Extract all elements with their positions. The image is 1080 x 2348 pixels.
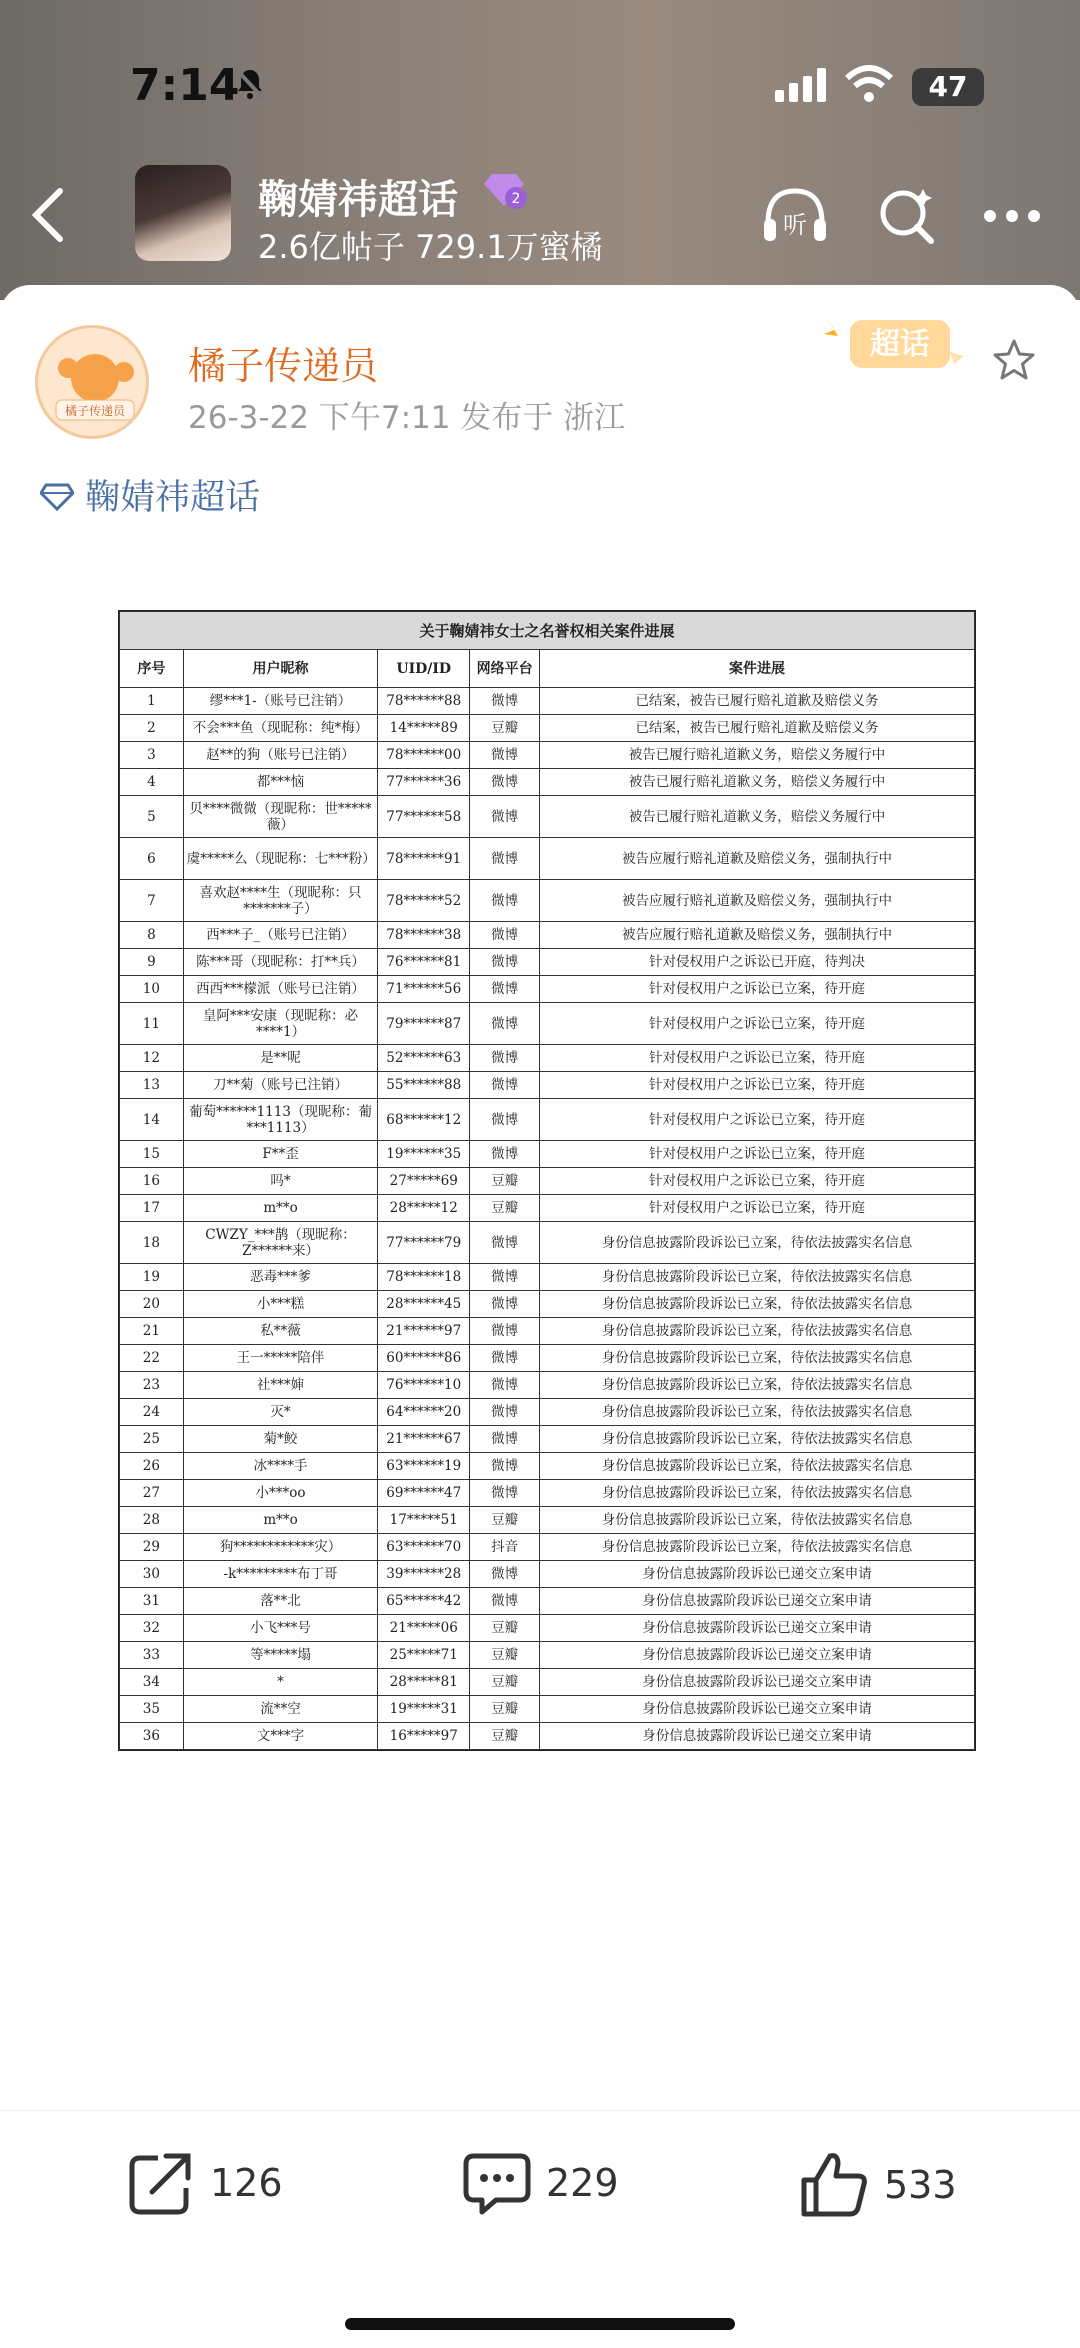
cell-progress: 被告应履行赔礼道歉及赔偿义务，强制执行中 [539,880,974,922]
cell-nickname: F**歪 [183,1141,377,1168]
thumbs-up-icon [800,2150,870,2220]
cell-nickname: 贝****微微（现昵称：世*****薇） [183,796,377,838]
cell-platform: 微博 [470,922,540,949]
cell-nickname: 葡萄******1113（现昵称：葡***1113） [183,1099,377,1141]
cell-platform: 抖音 [470,1534,540,1561]
cell-platform: 微博 [470,1480,540,1507]
cell-progress: 被告应履行赔礼道歉及赔偿义务，强制执行中 [539,922,974,949]
cell-platform: 豆瓣 [470,1696,540,1723]
cell-uid: 77******79 [378,1222,470,1264]
cell-platform: 豆瓣 [470,1669,540,1696]
cell-progress: 针对侵权用户之诉讼已立案，待开庭 [539,1003,974,1045]
cell-index: 31 [120,1588,184,1615]
cell-platform: 微博 [470,1588,540,1615]
table-row [120,838,975,880]
supertopic-tag-badge [820,312,970,374]
document-title: 关于鞠婧祎女士之名誉权相关案件进展 [120,612,975,650]
table-row [120,1045,975,1072]
cell-progress: 被告已履行赔礼道歉义务，赔偿义务履行中 [539,742,974,769]
cell-progress: 身份信息披露阶段诉讼已立案，待依法披露实名信息 [539,1372,974,1399]
cell-uid: 78******88 [378,688,470,715]
cell-nickname: 小飞***号 [183,1615,377,1642]
cell-nickname: 等*****塌 [183,1642,377,1669]
table-row [120,1195,975,1222]
cell-index: 23 [120,1372,184,1399]
table-row [120,1264,975,1291]
cell-uid: 78******52 [378,880,470,922]
cell-uid: 63******70 [378,1534,470,1561]
cell-uid: 28*****81 [378,1669,470,1696]
comment-icon [462,2150,532,2216]
cell-uid: 25*****71 [378,1642,470,1669]
cell-platform: 微博 [470,1141,540,1168]
cell-nickname: 社***婶 [183,1372,377,1399]
cell-progress: 针对侵权用户之诉讼已立案，待开庭 [539,1099,974,1141]
comment-button[interactable] [462,2150,619,2216]
cell-progress: 针对侵权用户之诉讼已开庭，待判决 [539,949,974,976]
cell-uid: 76******10 [378,1372,470,1399]
cell-uid: 78******00 [378,742,470,769]
cell-platform: 微博 [470,1426,540,1453]
cell-uid: 14*****89 [378,715,470,742]
cell-platform: 微博 [470,1099,540,1141]
cell-nickname: 落**北 [183,1588,377,1615]
cell-progress: 针对侵权用户之诉讼已立案，待开庭 [539,1141,974,1168]
cell-uid: 21******67 [378,1426,470,1453]
cell-index: 25 [120,1426,184,1453]
cell-uid: 71******56 [378,976,470,1003]
cell-platform: 微博 [470,1561,540,1588]
table-row [120,1168,975,1195]
share-button[interactable] [128,2150,283,2216]
cell-nickname: 冰****手 [183,1453,377,1480]
table-row [120,1291,975,1318]
cell-index: 8 [120,922,184,949]
status-time: 7:14 [130,60,240,111]
table-row [120,1399,975,1426]
cell-nickname: 吗* [183,1168,377,1195]
cell-platform: 豆瓣 [470,1507,540,1534]
author-name[interactable]: 橘子传递员 [188,344,379,388]
cell-uid: 19******35 [378,1141,470,1168]
table-row [120,1003,975,1045]
cell-index: 29 [120,1534,184,1561]
cell-platform: 豆瓣 [470,1723,540,1750]
supertopic-avatar[interactable] [135,165,231,261]
cell-index: 32 [120,1615,184,1642]
cell-platform: 豆瓣 [470,1642,540,1669]
cell-index: 35 [120,1696,184,1723]
cell-uid: 69******47 [378,1480,470,1507]
share-count: 126 [210,2161,283,2205]
table-row [120,976,975,1003]
cell-uid: 65******42 [378,1588,470,1615]
cell-index: 27 [120,1480,184,1507]
table-row [120,1669,975,1696]
cell-index: 17 [120,1195,184,1222]
cell-platform: 微博 [470,1318,540,1345]
cell-progress: 被告应履行赔礼道歉及赔偿义务，强制执行中 [539,838,974,880]
cell-nickname: 灭* [183,1399,377,1426]
cell-nickname: CWZY_***鹊（现昵称：Z******来） [183,1222,377,1264]
cell-platform: 微博 [470,688,540,715]
cell-progress: 身份信息披露阶段诉讼已递交立案申请 [539,1669,974,1696]
column-header-progress: 案件进展 [539,650,974,688]
table-row [120,1696,975,1723]
cell-platform: 微博 [470,1399,540,1426]
column-header-platform: 网络平台 [470,650,540,688]
cell-progress: 针对侵权用户之诉讼已立案，待开庭 [539,1195,974,1222]
cell-index: 30 [120,1561,184,1588]
cell-index: 14 [120,1099,184,1141]
cell-nickname: 虞*****么（现昵称：七***粉） [183,838,377,880]
cell-uid: 28*****12 [378,1195,470,1222]
cellular-signal-icon [775,68,829,102]
avatar-label: 橘子传递员 [64,404,126,418]
cell-platform: 微博 [470,976,540,1003]
level-gem-icon [482,170,528,210]
table-row [120,1588,975,1615]
cell-progress: 身份信息披露阶段诉讼已立案，待依法披露实名信息 [539,1534,974,1561]
cell-uid: 21*****06 [378,1615,470,1642]
cell-platform: 微博 [470,949,540,976]
cell-index: 18 [120,1222,184,1264]
cell-uid: 39******28 [378,1561,470,1588]
table-row [120,1453,975,1480]
table-row [120,742,975,769]
table-row [120,880,975,922]
cell-uid: 76******81 [378,949,470,976]
case-progress-document[interactable] [118,610,976,1751]
cell-index: 3 [120,742,184,769]
cell-nickname: 流**空 [183,1696,377,1723]
cell-platform: 豆瓣 [470,1195,540,1222]
cell-index: 10 [120,976,184,1003]
cell-progress: 身份信息披露阶段诉讼已递交立案申请 [539,1696,974,1723]
cell-progress: 身份信息披露阶段诉讼已递交立案申请 [539,1723,974,1750]
table-row [120,1534,975,1561]
cell-platform: 微博 [470,769,540,796]
cell-nickname: * [183,1669,377,1696]
cell-progress: 针对侵权用户之诉讼已立案，待开庭 [539,1072,974,1099]
post-meta: 26-3-22 下午7:11 发布于 浙江 [188,400,626,436]
cell-progress: 针对侵权用户之诉讼已立案，待开庭 [539,1045,974,1072]
cell-nickname: m**o [183,1195,377,1222]
cell-nickname: 狗************灾） [183,1534,377,1561]
like-count: 533 [884,2163,957,2207]
cell-index: 9 [120,949,184,976]
cell-uid: 21******97 [378,1318,470,1345]
cell-uid: 55******88 [378,1072,470,1099]
cell-index: 21 [120,1318,184,1345]
cell-index: 2 [120,715,184,742]
supertopic-stats: 2.6亿帖子 729.1万蜜橘 [258,228,603,266]
cell-progress: 针对侵权用户之诉讼已立案，待开庭 [539,1168,974,1195]
cell-index: 28 [120,1507,184,1534]
supertopic-title: 鞠婧祎超话 [258,177,458,223]
cell-progress: 身份信息披露阶段诉讼已立案，待依法披露实名信息 [539,1453,974,1480]
topic-link[interactable] [40,470,260,520]
table-row [120,1345,975,1372]
cell-index: 6 [120,838,184,880]
cell-platform: 微博 [470,838,540,880]
cell-index: 12 [120,1045,184,1072]
cell-nickname: 缪***1-（账号已注销） [183,688,377,715]
table-row [120,1723,975,1750]
table-row [120,796,975,838]
cell-uid: 68******12 [378,1099,470,1141]
share-icon [128,2150,196,2216]
cell-progress: 身份信息披露阶段诉讼已立案，待依法披露实名信息 [539,1480,974,1507]
cell-nickname: m**o [183,1507,377,1534]
cell-platform: 微博 [470,1045,540,1072]
cell-uid: 27*****69 [378,1168,470,1195]
cell-nickname: 不会***鱼（现昵称：纯*梅） [183,715,377,742]
cell-platform: 豆瓣 [470,715,540,742]
cell-uid: 16*****97 [378,1723,470,1750]
cell-progress: 身份信息披露阶段诉讼已立案，待依法披露实名信息 [539,1426,974,1453]
table-row [120,922,975,949]
silent-bell-icon [232,66,268,102]
search-icon[interactable] [875,185,939,247]
cell-index: 16 [120,1168,184,1195]
cell-uid: 63******19 [378,1453,470,1480]
tag-text: 超话 [870,327,930,362]
cell-index: 24 [120,1399,184,1426]
table-row [120,1507,975,1534]
table-row [120,1480,975,1507]
cell-platform: 微博 [470,1003,540,1045]
table-row [120,1561,975,1588]
more-options-icon[interactable] [982,208,1042,224]
level-number: 2 [511,191,521,207]
cell-nickname: 喜欢赵****生（现昵称：只*******子） [183,880,377,922]
cell-index: 5 [120,796,184,838]
table-row [120,1642,975,1669]
table-row [120,1099,975,1141]
cell-nickname: 菊*鲛 [183,1426,377,1453]
cell-progress: 身份信息披露阶段诉讼已立案，待依法披露实名信息 [539,1264,974,1291]
topic-link-text: 鞠婧祎超话 [85,478,261,518]
table-row [120,1072,975,1099]
cell-progress: 身份信息披露阶段诉讼已立案，待依法披露实名信息 [539,1399,974,1426]
table-row [120,1426,975,1453]
cell-nickname: 恶毒***爹 [183,1264,377,1291]
cell-platform: 豆瓣 [470,1168,540,1195]
cell-uid: 60******86 [378,1345,470,1372]
cell-progress: 针对侵权用户之诉讼已立案，待开庭 [539,976,974,1003]
cell-platform: 微博 [470,1222,540,1264]
table-row [120,1318,975,1345]
cell-progress: 身份信息披露阶段诉讼已递交立案申请 [539,1615,974,1642]
cell-progress: 身份信息披露阶段诉讼已递交立案申请 [539,1642,974,1669]
cell-nickname: 西***子_（账号已注销） [183,922,377,949]
cell-platform: 微博 [470,880,540,922]
cell-progress: 身份信息披露阶段诉讼已递交立案申请 [539,1561,974,1588]
cell-progress: 被告已履行赔礼道歉义务，赔偿义务履行中 [539,769,974,796]
cell-nickname: 刀**菊（账号已注销） [183,1072,377,1099]
cell-platform: 微博 [470,796,540,838]
cell-nickname: 小***糕 [183,1291,377,1318]
cell-index: 1 [120,688,184,715]
cell-uid: 19*****31 [378,1696,470,1723]
cell-uid: 52******63 [378,1045,470,1072]
cell-progress: 身份信息披露阶段诉讼已递交立案申请 [539,1588,974,1615]
favorite-star-icon[interactable] [992,338,1036,382]
cell-index: 13 [120,1072,184,1099]
table-row [120,1615,975,1642]
table-row [120,688,975,715]
like-button[interactable] [800,2150,957,2220]
cell-uid: 78******18 [378,1264,470,1291]
table-row [120,769,975,796]
cell-progress: 身份信息披露阶段诉讼已立案，待依法披露实名信息 [539,1318,974,1345]
cell-platform: 微博 [470,1264,540,1291]
cell-index: 20 [120,1291,184,1318]
comment-count: 229 [546,2161,619,2205]
svg-text:听: 听 [783,211,807,239]
cell-index: 36 [120,1723,184,1750]
cell-uid: 78******38 [378,922,470,949]
cell-index: 7 [120,880,184,922]
cell-platform: 微博 [470,742,540,769]
author-avatar[interactable] [35,325,149,439]
cell-progress: 被告已履行赔礼道歉义务，赔偿义务履行中 [539,796,974,838]
cell-index: 19 [120,1264,184,1291]
status-bar [0,0,1080,150]
wifi-icon [845,64,893,104]
cell-uid: 79******87 [378,1003,470,1045]
cell-nickname: 私**薇 [183,1318,377,1345]
column-header-index: 序号 [120,650,184,688]
table-row [120,715,975,742]
cell-nickname: 陈***哥（现昵称：打**兵） [183,949,377,976]
diamond-icon [40,483,74,511]
table-row [120,1372,975,1399]
cell-uid: 78******91 [378,838,470,880]
back-arrow-icon[interactable] [28,185,68,245]
action-bar [0,2110,1080,2348]
cell-nickname: 王一*****陪伴 [183,1345,377,1372]
cell-progress: 身份信息披露阶段诉讼已立案，待依法披露实名信息 [539,1507,974,1534]
cell-platform: 微博 [470,1072,540,1099]
cell-uid: 77******36 [378,769,470,796]
cell-progress: 身份信息披露阶段诉讼已立案，待依法披露实名信息 [539,1345,974,1372]
cell-index: 22 [120,1345,184,1372]
cell-nickname: 都***恼 [183,769,377,796]
cell-nickname: -k*********布丁哥 [183,1561,377,1588]
cell-platform: 微博 [470,1291,540,1318]
cell-uid: 17*****51 [378,1507,470,1534]
cell-progress: 身份信息披露阶段诉讼已立案，待依法披露实名信息 [539,1291,974,1318]
cell-index: 33 [120,1642,184,1669]
cell-platform: 豆瓣 [470,1615,540,1642]
table-row [120,1141,975,1168]
cell-progress: 已结案，被告已履行赔礼道歉及赔偿义务 [539,715,974,742]
cell-index: 34 [120,1669,184,1696]
cell-progress: 已结案，被告已履行赔礼道歉及赔偿义务 [539,688,974,715]
cell-uid: 64******20 [378,1399,470,1426]
table-row [120,949,975,976]
cell-nickname: 西西***檬派（账号已注销） [183,976,377,1003]
cell-uid: 77******58 [378,796,470,838]
column-header-nickname: 用户昵称 [183,650,377,688]
cell-platform: 微博 [470,1453,540,1480]
cell-index: 15 [120,1141,184,1168]
table-row [120,1222,975,1264]
cell-nickname: 小***oo [183,1480,377,1507]
cell-index: 26 [120,1453,184,1480]
cell-platform: 微博 [470,1345,540,1372]
column-header-uid: UID/ID [378,650,470,688]
cell-nickname: 赵**的狗（账号已注销） [183,742,377,769]
cell-progress: 身份信息披露阶段诉讼已立案，待依法披露实名信息 [539,1222,974,1264]
cell-index: 11 [120,1003,184,1045]
cell-platform: 微博 [470,1372,540,1399]
cell-uid: 28******45 [378,1291,470,1318]
battery-indicator: 47 [912,68,984,106]
home-indicator [345,2318,735,2330]
cell-nickname: 是**呢 [183,1045,377,1072]
cell-nickname: 文***字 [183,1723,377,1750]
cell-index: 4 [120,769,184,796]
listen-headphones-icon[interactable] [760,185,830,247]
cell-nickname: 皇阿***安康（现昵称：必****1） [183,1003,377,1045]
